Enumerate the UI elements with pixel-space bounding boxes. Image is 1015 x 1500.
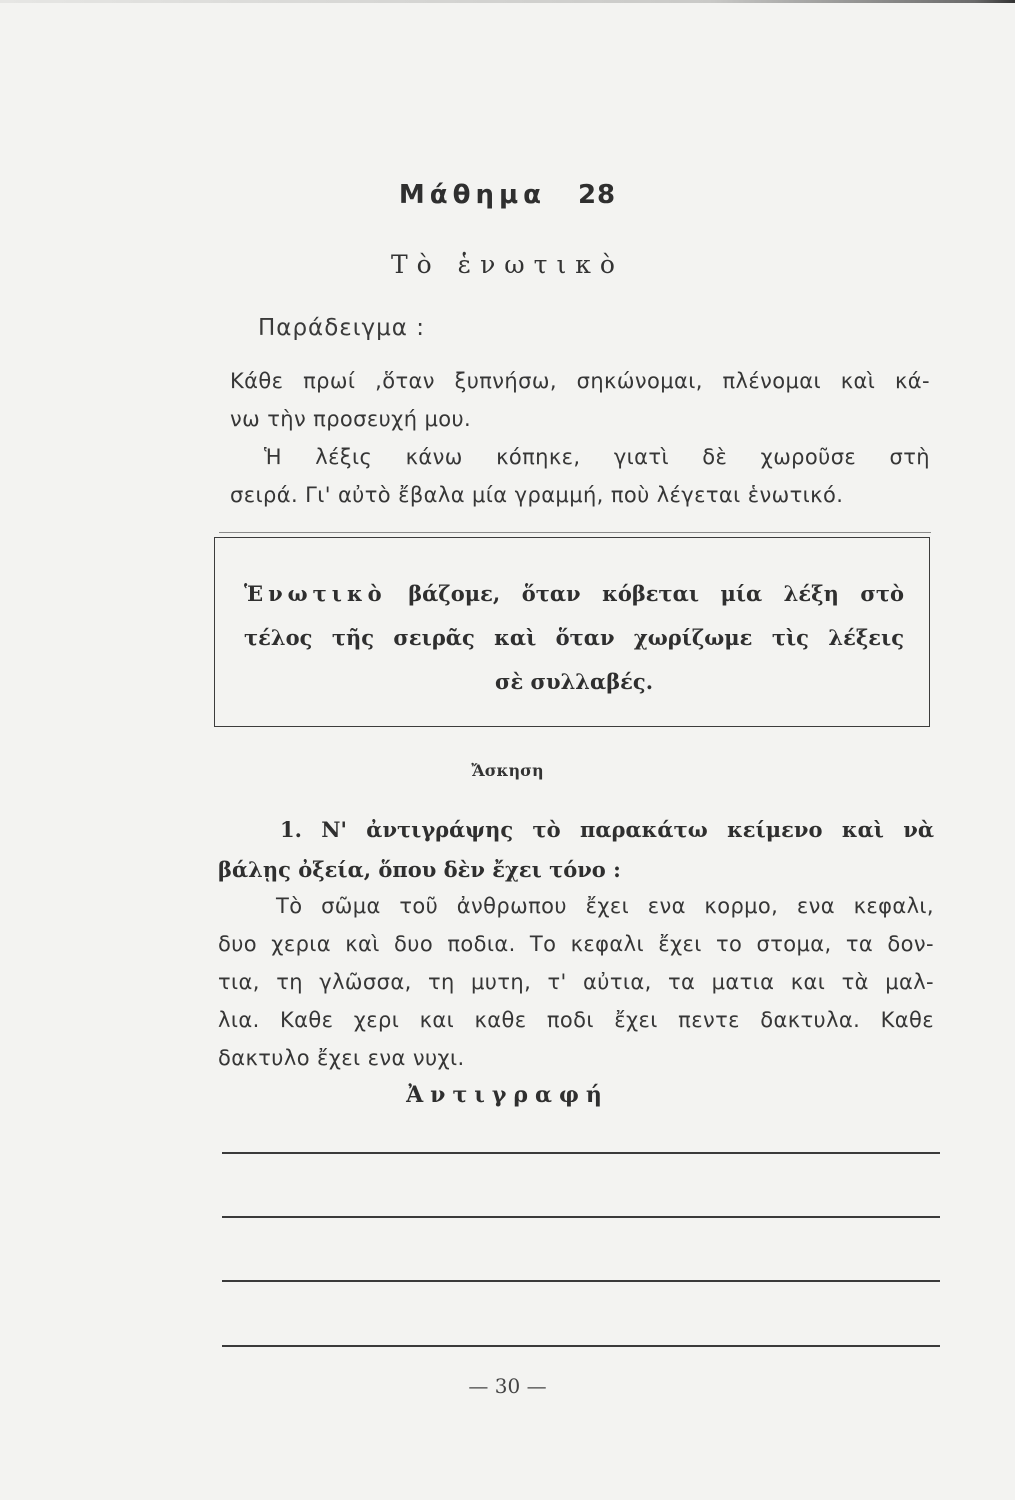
writing-line — [222, 1216, 940, 1218]
lesson-word: Μάθημα — [398, 180, 546, 210]
exercise-text-line: δυο χερια καὶ δυο ποδια. Το κεφαλι ἔχει το στομα, τα δον- — [218, 932, 934, 956]
exercise-text-line: Τὸ σῶμα τοῦ ἀνθρωπου ἔχει ενα κορμο, ενα κεφαλι, — [276, 894, 934, 918]
rule-line-rest: βάζομε, ὅταν κόβεται μία λέξη στὸ — [408, 581, 905, 606]
rule-text — [244, 572, 904, 704]
exercise-text-line: λια. Καθε χερι και καθε ποδι ἔχει πεντε δακτυλα. Καθε — [218, 1008, 934, 1032]
exercise-text — [218, 887, 934, 1077]
exercise-text-line: τια, τη γλῶσσα, τη μυτη, τ' αὐτια, τα ματια και τὰ μαλ- — [218, 970, 934, 994]
explanation-paragraph — [230, 438, 930, 514]
example-line: Κάθε πρωί ,ὅταν ξυπνήσω, σηκώνομαι, πλένομαι καὶ κά- — [230, 369, 930, 393]
writing-line — [222, 1280, 940, 1282]
rule-term: Ἑνωτικὸ — [244, 581, 387, 606]
example-label: Παράδειγμα : — [258, 315, 425, 341]
writing-line — [222, 1152, 940, 1154]
rule-line: τέλος τῆς σειρᾶς καὶ ὅταν χωρίζωμε τὶς λέξεις — [244, 625, 904, 650]
exercise-instruction — [218, 810, 934, 890]
lesson-subtitle: Τὸ ἑνωτικὸ — [391, 250, 624, 279]
rule-line: σὲ συλλαβές. — [494, 669, 654, 694]
explanation-line: σειρά. Γι' αὐτὸ ἔβαλα μία γραμμή, ποὺ λέγεται ἑνωτικό. — [230, 483, 844, 507]
exercise-label: Ἄσκηση — [471, 761, 544, 780]
lesson-number: 28 — [577, 180, 617, 210]
example-line: νω τὴν προσευχή μου. — [230, 407, 472, 431]
copy-title: Ἀντιγραφή — [406, 1082, 609, 1108]
instruction-line: 1. Ν' ἀντιγράψης τὸ παρακάτω κείμενο καὶ νὰ — [280, 817, 934, 842]
explanation-line: Ἡ λέξις κάνω κόπηκε, γιατὶ δὲ χωροῦσε στὴ — [264, 445, 930, 469]
instruction-line: βάλῃς ὀξεία, ὅπου δὲν ἔχει τόνο : — [218, 857, 621, 882]
lesson-heading — [0, 180, 1015, 210]
page-top-edge — [0, 0, 1015, 3]
exercise-text-line: δακτυλο ἔχει ενα νυχι. — [218, 1046, 465, 1070]
writing-line — [222, 1345, 940, 1347]
page-number: — 30 — — [468, 1374, 547, 1398]
rule-line — [244, 572, 904, 616]
example-paragraph — [230, 362, 930, 438]
